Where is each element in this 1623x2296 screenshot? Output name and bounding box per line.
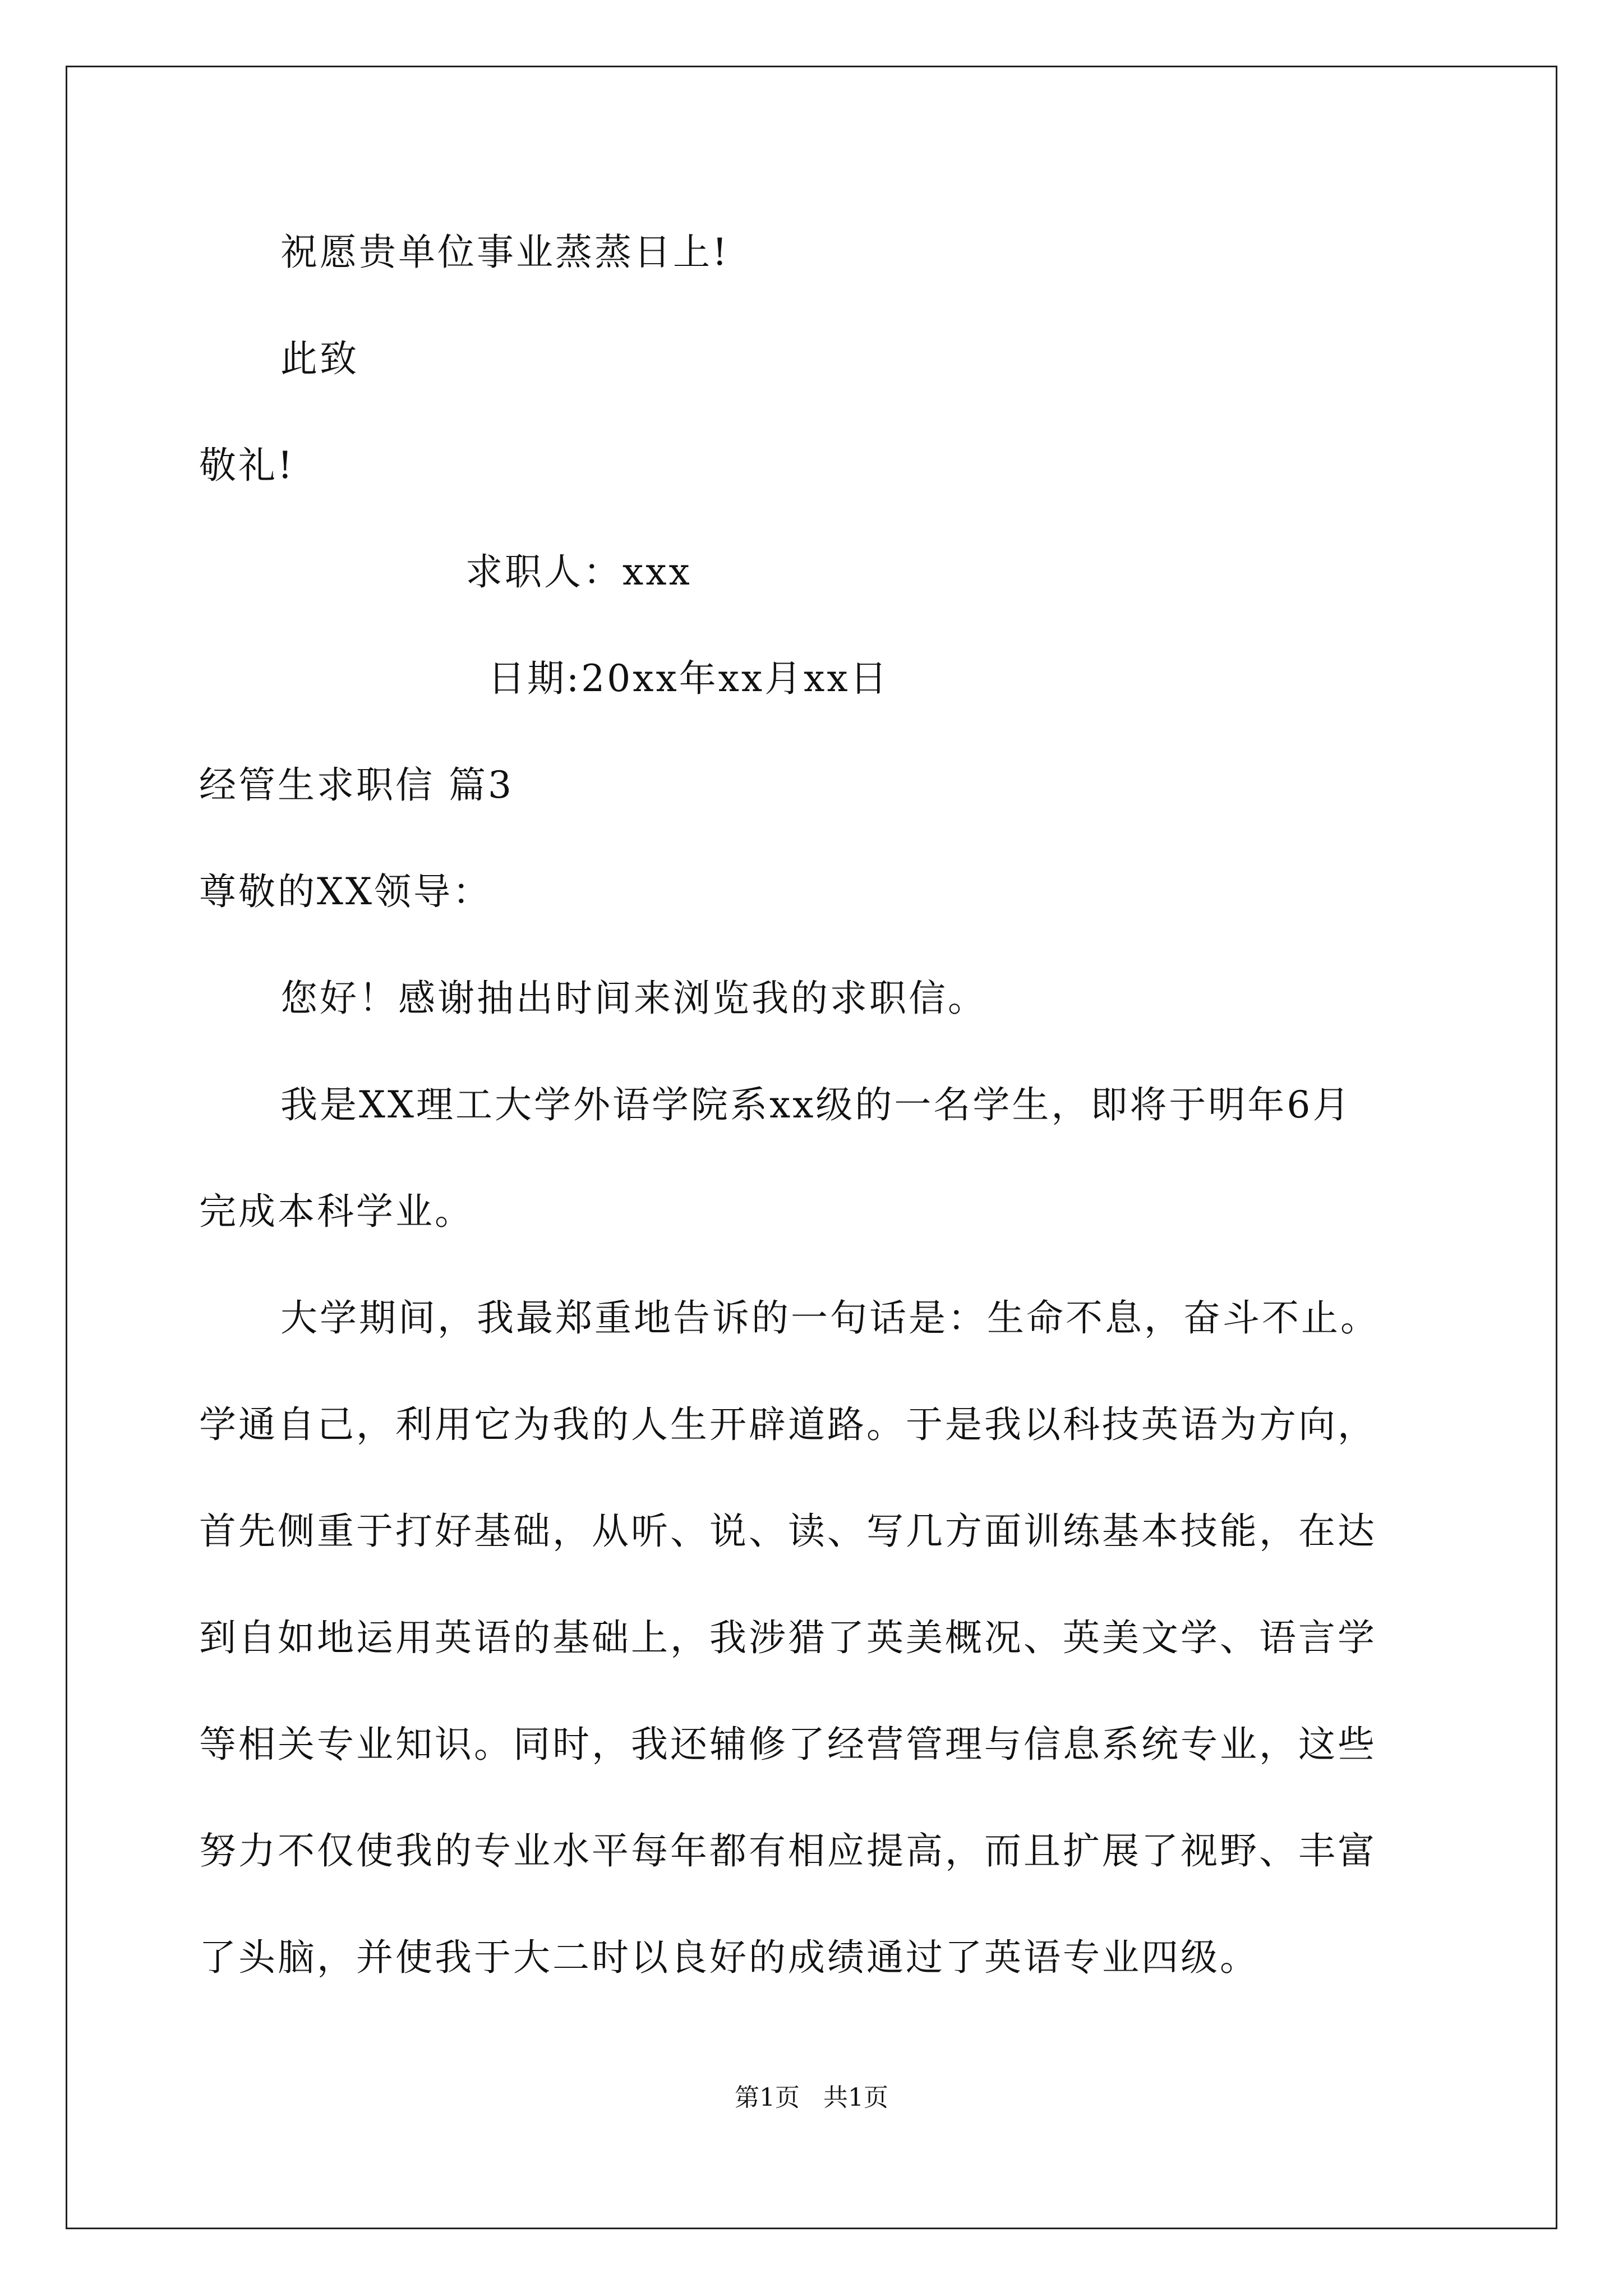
paragraph-line: 等相关专业知识。同时，我还辅修了经营管理与信息系统专业，这些 [199,1723,1377,1766]
page-border [66,66,1557,2229]
page-footer: 第1页 共1页 [735,2083,888,2112]
signature-applicant: 求职人：xxx [465,550,692,593]
paragraph-line: 我是XX理工大学外语学院系xx级的一名学生，即将于明年6月 [280,1083,1352,1126]
closing-salutation: 此致 [280,337,359,380]
paragraph-line: 完成本科学业。 [199,1190,474,1233]
closing-wish: 祝愿贵单位事业蒸蒸日上! [280,231,730,274]
paragraph-line: 学通自己，利用它为我的人生开辟道路。于是我以科技英语为方向， [199,1403,1377,1446]
paragraph-line: 大学期间，我最郑重地告诉的一句话是：生命不息，奋斗不止。 [280,1296,1380,1340]
paragraph-line: 首先侧重于打好基础，从听、说、读、写几方面训练基本技能，在达 [199,1510,1377,1553]
letter-greeting: 尊敬的XX领导： [199,870,492,913]
paragraph-line: 了头脑，并使我于大二时以良好的成绩通过了英语专业四级。 [199,1936,1259,1979]
paragraph-line: 到自如地运用英语的基础上，我涉猎了英美概况、英美文学、语言学 [199,1616,1377,1659]
paragraph-line: 您好！感谢抽出时间来浏览我的求职信。 [280,977,987,1020]
paragraph-line: 努力不仅使我的专业水平每年都有相应提高，而且扩展了视野、丰富 [199,1829,1377,1872]
signature-date: 日期:20xx年xx月xx日 [488,657,889,700]
closing-regards: 敬礼! [199,444,295,487]
section-heading: 经管生求职信 篇3 [199,763,514,807]
